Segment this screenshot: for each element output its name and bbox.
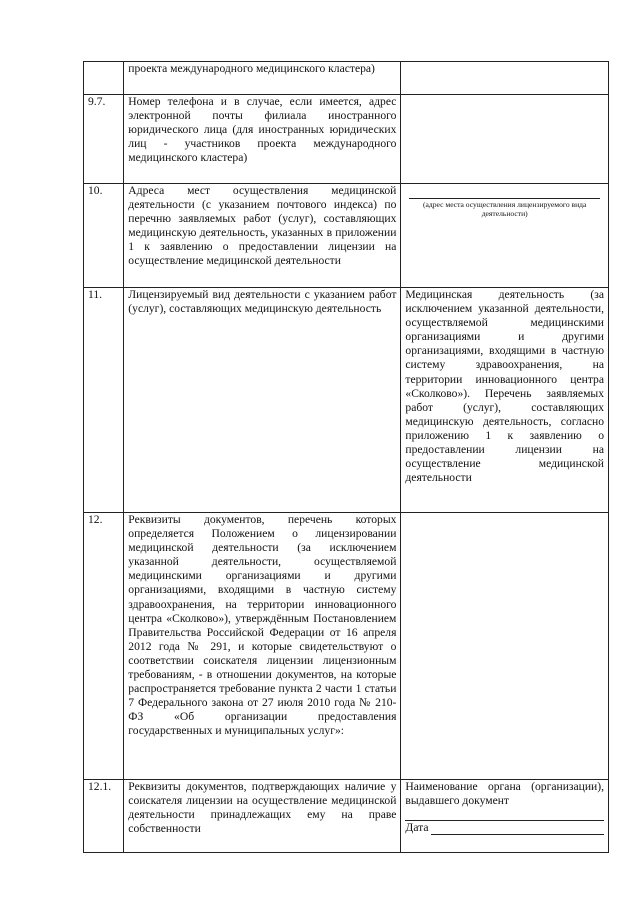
row-description: Номер телефона и в случае, если имеется, адрес электронной почты филиала иностранного юридического лица (для иностранных юридических лиц - участников проекта международного медицинского кластера)	[124, 95, 401, 184]
date-label: Дата	[405, 821, 429, 835]
table-row	[84, 184, 609, 288]
row-description: Адреса мест осуществления медицинской деятельности (с указанием почтового индекса) по перечню заявляемых работ (услуг), составляющих медицинскую деятельность, указанных в приложении 1 к заявлению о предоставлении лицензии на осуществление медицинской деятельности	[124, 184, 401, 288]
table-row	[84, 513, 609, 780]
row-description: Реквизиты документов, подтверждающих наличие у соискателя лицензии на осуществление медицинской деятельности принадлежащих ему на праве собственности	[124, 780, 401, 853]
issuing-organization-line[interactable]	[405, 808, 604, 821]
address-caption: (адрес места осуществления лицензируемого вида деятельности)	[423, 200, 587, 218]
row-number	[84, 62, 124, 95]
table-row	[84, 288, 609, 513]
address-input-line[interactable]	[409, 184, 600, 199]
table-row	[84, 780, 609, 853]
row-description: Лицензируемый вид деятельности с указанием работ (услуг), составляющих медицинскую деятельность	[124, 288, 401, 513]
issuing-organization-label: Наименование органа (организации), выдавшего документ	[405, 780, 604, 808]
row-value	[401, 780, 609, 853]
row-number: 9.7.	[84, 95, 124, 184]
table-row	[84, 95, 609, 184]
row-value: Медицинская деятельность (за исключением указанной деятельности, осуществляемой медицинскими организациями и другими организациями, входящими в частную систему здравоохранения, на территории инновационного центра «Сколково»). Перечень заявляемых работ (услуг), составляющих медицинскую деятельность, согласно приложению 1 к заявлению о предоставлении лицензии на осуществление медицинской деятельности	[401, 288, 609, 513]
table-row	[84, 62, 609, 95]
row-number: 12.	[84, 513, 124, 780]
application-form-table	[83, 61, 609, 853]
row-description: проекта международного медицинского кластера)	[124, 62, 401, 95]
row-number: 10.	[84, 184, 124, 288]
row-number: 12.1.	[84, 780, 124, 853]
date-input-line[interactable]	[431, 822, 604, 835]
row-number: 11.	[84, 288, 124, 513]
row-value	[401, 184, 609, 288]
row-value	[401, 95, 609, 184]
row-value	[401, 513, 609, 780]
date-field	[405, 821, 604, 835]
row-description: Реквизиты документов, перечень которых определяется Положением о лицензировании медицинской деятельности (за исключением указанной деятельности, осуществляемой медицинскими организациями и другими организациями, входящими в частную систему здравоохранения, на территории инновационного центра «Сколково»), утверждённым Постановлением Правительства Российской Федерации от 16 апреля 2012 года № 291, и которые свидетельствуют о соответствии соискателя лицензии лицензионным требованиям, - в отношении документов, на которые распространяется требование пункта 2 части 1 статьи 7 Федерального закона от 27 июля 2010 года № 210-ФЗ «Об организации предоставления государственных и муниципальных услуг»:	[124, 513, 401, 780]
row-value	[401, 62, 609, 95]
